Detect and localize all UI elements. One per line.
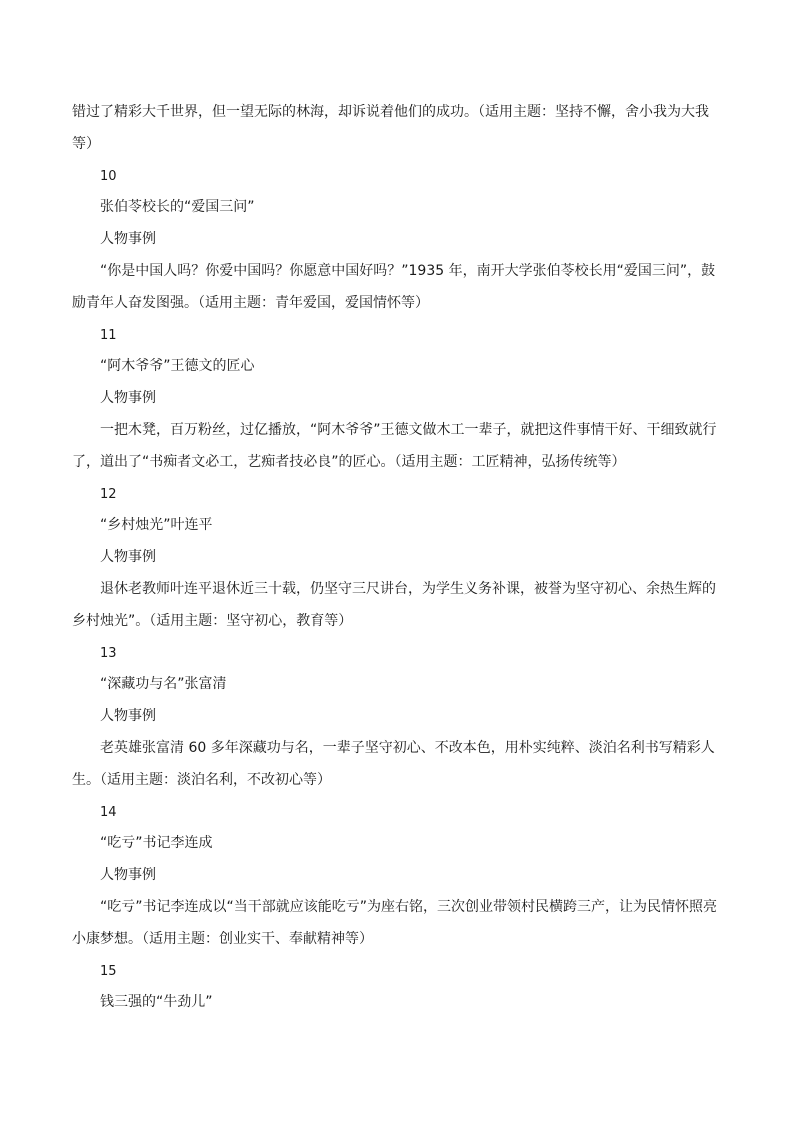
section-number: 10 <box>100 168 117 184</box>
section-text: 退休老教师叶连平退休近三十载，仍坚守三尺讲台，为学生义务补课，被誉为坚守初心、余热生辉的乡村烛光”。（适用主题：坚守初心，教育等） <box>72 580 716 629</box>
section-number: 13 <box>100 645 117 661</box>
section-number: 14 <box>100 804 117 820</box>
section-title: 张伯苓校长的“爱国三问” <box>100 199 255 216</box>
section-label: 人物事例 <box>100 549 156 566</box>
section-text: 一把木凳，百万粉丝，过亿播放，“阿木爷爷”王德文做木工一辈子，就把这件事情干好、干细致就行了，道出了“书痴者文必工，艺痴者技必良”的匠心。（适用主题：工匠精神，弘扬传统等） <box>72 421 717 470</box>
section-number: 12 <box>100 486 117 502</box>
section-label: 人物事例 <box>100 708 156 725</box>
document-body <box>72 97 722 1019</box>
section-label: 人物事例 <box>100 231 156 248</box>
section-number: 11 <box>100 327 117 343</box>
section-title: “乡村烛光”叶连平 <box>100 517 213 534</box>
section-title: “吃亏”书记李连成 <box>100 835 213 852</box>
section-title: 钱三强的“牛劲儿” <box>100 994 213 1011</box>
section-text: “吃亏”书记李连成以“当干部就应该能吃亏”为座右铭，三次创业带领村民横跨三产，让为民情怀照亮小康梦想。（适用主题：创业实干、奉献精神等） <box>72 898 718 947</box>
section-label: 人物事例 <box>100 867 156 884</box>
paragraph-continuation: 错过了精彩大千世界，但一望无际的林海，却诉说着他们的成功。（适用主题：坚持不懈，舍小我为大我等） <box>72 104 709 152</box>
section-text: “你是中国人吗？你爱中国吗？你愿意中国好吗？”1935 年，南开大学张伯苓校长用“爱国三问”，鼓励青年人奋发图强。（适用主题：青年爱国，爱国情怀等） <box>72 262 716 311</box>
section-title: “阿木爷爷”王德文的匠心 <box>100 358 255 375</box>
section-number: 15 <box>100 963 117 979</box>
section-title: “深藏功与名”张富清 <box>100 676 227 693</box>
section-text: 老英雄张富清 60 多年深藏功与名，一辈子坚守初心、不改本色，用朴实纯粹、淡泊名利书写精彩人生。（适用主题：淡泊名利，不改初心等） <box>72 739 715 788</box>
section-label: 人物事例 <box>100 390 156 407</box>
